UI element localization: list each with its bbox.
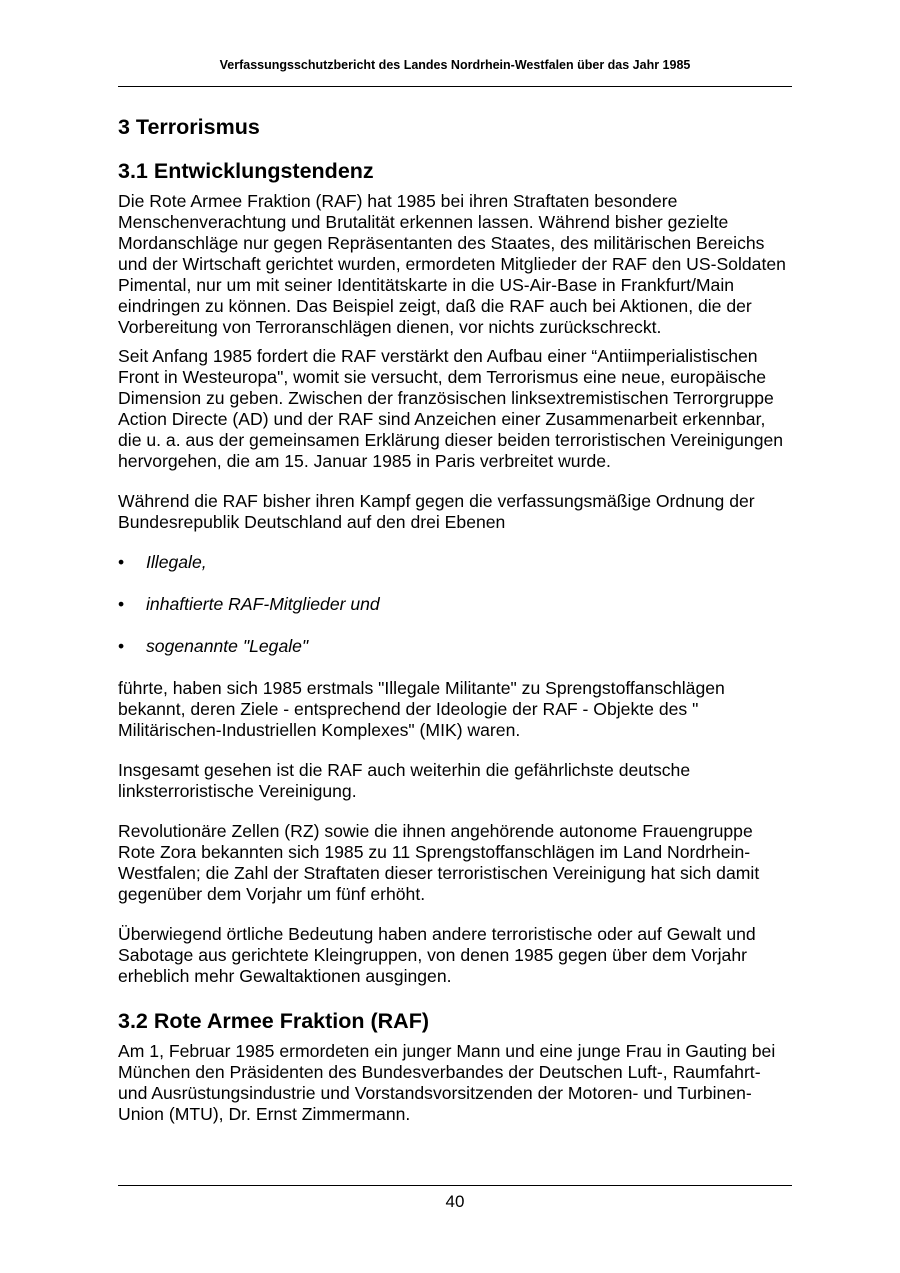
paragraph: Am 1, Februar 1985 ermordeten ein junger Mann und eine junge Frau in Gauting bei München den Präsidenten des Bundesverbandes der Deutschen Luft-, Raumfahrt- und Ausrüstungsindustrie und Vorstandsvorsitzenden der Motoren- und Turbinen-Union (MTU), Dr. Ernst Zimmermann. xyxy=(118,1041,776,1124)
section-3-heading: 3 Terrorismus xyxy=(118,115,260,139)
bullet-icon: • xyxy=(118,636,125,656)
list-item-text: sogenannte "Legale" xyxy=(146,636,309,656)
list-item xyxy=(118,552,792,573)
paragraph: führte, haben sich 1985 erstmals "Illegale Militante" zu Sprengstoffanschlägen bekannt, deren Ziele - entsprechend der Ideologie der RAF - Objekte des " Militärischen-Industriellen Komplexes" (MIK) waren. xyxy=(118,678,725,740)
bullet-list xyxy=(118,552,792,657)
bullet-icon: • xyxy=(118,552,125,572)
page-header xyxy=(118,58,792,87)
paragraph: Insgesamt gesehen ist die RAF auch weiterhin die gefährlichste deutsche linksterroristische Vereinigung. xyxy=(118,760,691,801)
paragraph: Die Rote Armee Fraktion (RAF) hat 1985 bei ihren Straftaten besondere Menschenverachtung und Brutalität erkennen lassen. Während bisher gezielte Mordanschläge nur gegen Repräsentanten des Staates, des militärischen Bereichs und der Wirtschaft gerichtet wurden, ermordeten Mitglieder der RAF den US-Soldaten Pimental, nur um mit seiner Identitätskarte in die US-Air-Base in Frankfurt/Main eindringen zu können. Das Beispiel zeigt, daß die RAF auch bei Aktionen, die der Vorbereitung von Terroranschlägen dienen, vor nichts zurückschreckt. xyxy=(118,191,786,337)
paragraph: Überwiegend örtliche Bedeutung haben andere terroristische oder auf Gewalt und Sabotage aus gerichtete Kleingruppen, von denen 1985 gegen über dem Vorjahr erheblich mehr Gewaltaktionen ausgingen. xyxy=(118,924,756,986)
page-footer xyxy=(118,1185,792,1212)
list-item-text: Illegale, xyxy=(146,552,207,572)
list-item xyxy=(118,636,792,657)
paragraph: Seit Anfang 1985 fordert die RAF verstärkt den Aufbau einer “Antiimperialistischen Front in Westeuropa", womit sie versucht, dem Terrorismus eine neue, europäische Dimension zu geben. Zwischen der französischen linksextremistischen Terrorgruppe Action Directe (AD) und der RAF sind Anzeichen einer Zusammenarbeit erkennbar, die u. a. aus der gemeinsamen Erklärung dieser beiden terroristischen Vereinigungen hervorgehen, die am 15. Januar 1985 in Paris verbreitet wurde. xyxy=(118,346,784,471)
list-item-text: inhaftierte RAF-Mitglieder und xyxy=(146,594,380,614)
section-3-1-heading: 3.1 Entwicklungstendenz xyxy=(118,159,374,183)
paragraph: Während die RAF bisher ihren Kampf gegen die verfassungsmäßige Ordnung der Bundesrepublik Deutschland auf den drei Ebenen xyxy=(118,491,755,532)
paragraph: Revolutionäre Zellen (RZ) sowie die ihnen angehörende autonome Frauengruppe Rote Zora bekannten sich 1985 zu 11 Sprengstoffanschlägen im Land Nordrhein-Westfalen; die Zahl der Straftaten dieser terroristischen Vereinigung hat sich damit gegenüber dem Vorjahr um fünf erhöht. xyxy=(118,821,760,904)
bullet-icon: • xyxy=(118,594,125,614)
header-title: Verfassungsschutzbericht des Landes Nordrhein-Westfalen über das Jahr 1985 xyxy=(219,58,691,72)
page-content xyxy=(118,112,792,1133)
page-number: 40 xyxy=(445,1192,465,1211)
section-3-2-heading: 3.2 Rote Armee Fraktion (RAF) xyxy=(118,1009,430,1033)
list-item xyxy=(118,594,792,615)
